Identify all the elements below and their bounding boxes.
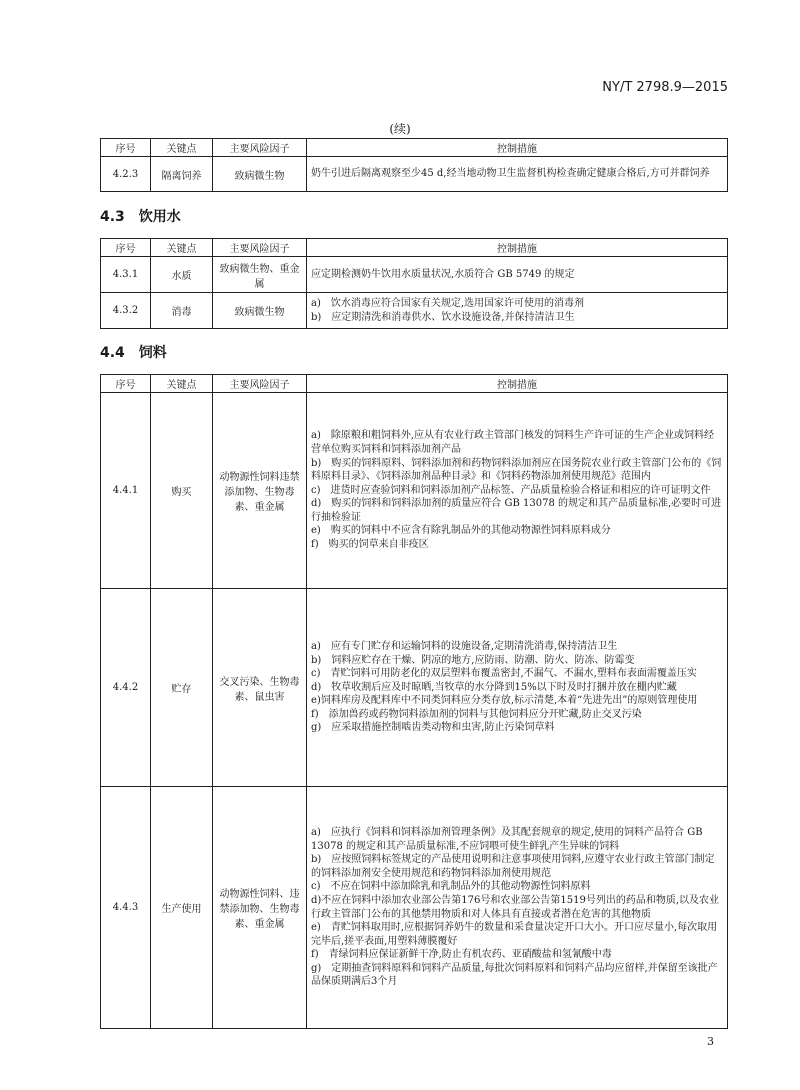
table-row bbox=[101, 257, 728, 293]
col-header-measure: 控制措施 bbox=[307, 139, 728, 157]
row-no: 4.4.2 bbox=[101, 589, 151, 787]
col-header-key: 关键点 bbox=[151, 139, 213, 157]
measure-line: d) 购买的饲料和饲料添加剂的质量应符合 GB 13078 的规定和其产品质量标准,必要时可进行抽检验证 bbox=[311, 498, 722, 523]
row-risk: 致病微生物、重金属 bbox=[213, 257, 307, 293]
col-header-measure: 控制措施 bbox=[307, 375, 728, 393]
measure-line: c) 青贮饲料可用防老化的双层塑料布覆盖密封,不漏气、不漏水,塑料布表面需覆盖压实 bbox=[311, 668, 697, 680]
measure-line: b) 饲料应贮存在干燥、阴凉的地方,应防雨、防潮、防火、防冻、防霉变 bbox=[311, 654, 635, 666]
row-no: 4.4.1 bbox=[101, 393, 151, 589]
row-risk: 交叉污染、生物毒素、鼠虫害 bbox=[213, 589, 307, 787]
col-header-risk: 主要风险因子 bbox=[213, 239, 307, 257]
table-continued bbox=[100, 138, 728, 192]
row-no: 4.2.3 bbox=[101, 157, 151, 192]
measure-line: b) 购买的饲料原料、饲料添加剂和药物饲料添加剂应在国务院农业行政主管部门公布的《饲料原料目录》、《饲料添加剂品种目录》和《饲料药物添加剂使用规范》范围内 bbox=[311, 457, 722, 483]
row-measure bbox=[307, 293, 728, 329]
row-key: 生产使用 bbox=[151, 787, 213, 1029]
measure-line: e) 购买的饲料中不应含有除乳制品外的其他动物源性饲料原料成分 bbox=[311, 525, 611, 537]
measure-line: f) 添加兽药或药物饲料添加剂的饲料与其他饲料应分开贮藏,防止交叉污染 bbox=[311, 708, 642, 720]
table-header-row bbox=[101, 375, 728, 393]
measure-line: g) 定期抽查饲料原料和饲料产品质量,每批次饲料原料和饲料产品均应留样,并保留至该批产品保质期满后3个月 bbox=[311, 962, 718, 988]
row-key: 购买 bbox=[151, 393, 213, 589]
measure-line: d) 牧草收割后应及时晾晒,当牧草的水分降到15%以下时及时打捆并放在棚内贮藏 bbox=[311, 681, 677, 693]
row-measure bbox=[307, 257, 728, 293]
measure-line: c) 不应在饲料中添加除乳和乳制品外的其他动物源性饲料原料 bbox=[311, 881, 591, 893]
table-header-row bbox=[101, 239, 728, 257]
measure-line: f) 购买的饲草来自非疫区 bbox=[311, 539, 429, 551]
row-measure bbox=[307, 787, 728, 1029]
measure-line: b) 应按照饲料标签规定的产品使用说明和注意事项使用饲料,应遵守农业行政主管部门制定的饲料添加剂安全使用规范和药物饲料添加剂使用规范 bbox=[311, 854, 715, 879]
row-measure bbox=[307, 393, 728, 589]
col-header-risk: 主要风险因子 bbox=[213, 139, 307, 157]
col-header-key: 关键点 bbox=[151, 239, 213, 257]
measure-line: d)不应在饲料中添加农业部公告第176号和农业部公告第1519号列出的药品和物质,以及农业行政主管部门公布的其他禁用物质和对人体具有直接或者潜在危害的其他物质 bbox=[311, 894, 720, 920]
col-header-key: 关键点 bbox=[151, 375, 213, 393]
row-no: 4.4.3 bbox=[101, 787, 151, 1029]
section-title-water: 4.3 饮用水 bbox=[100, 209, 181, 225]
row-risk: 动物源性饲料违禁添加物、生物毒素、重金属 bbox=[213, 393, 307, 589]
page-number: 3 bbox=[707, 1035, 714, 1048]
measure-line: a) 饮水消毒应符合国家有关规定,选用国家许可使用的消毒剂 bbox=[311, 297, 585, 309]
continued-label: (续) bbox=[389, 122, 411, 136]
row-key: 水质 bbox=[151, 257, 213, 293]
table-row bbox=[101, 589, 728, 787]
row-risk: 动物源性饲料、违禁添加物、生物毒素、重金属 bbox=[213, 787, 307, 1029]
measure-line: e) 青贮饲料取用时,应根据饲养奶牛的数量和采食量决定开口大小。开口应尽量小,每次取用完毕后,搓平表面,用塑料薄膜覆好 bbox=[311, 922, 718, 947]
col-header-measure: 控制措施 bbox=[307, 239, 728, 257]
row-no: 4.3.2 bbox=[101, 293, 151, 329]
row-risk: 致病微生物 bbox=[213, 293, 307, 329]
table-water bbox=[100, 238, 728, 329]
col-header-no: 序号 bbox=[101, 239, 151, 257]
row-measure: 奶牛引进后隔离观察至少45 d,经当地动物卫生监督机构检查确定健康合格后,方可并群饲养 bbox=[307, 157, 728, 192]
table-row bbox=[101, 157, 728, 192]
row-key: 消毒 bbox=[151, 293, 213, 329]
measure-line: f) 青绿饲料应保证新鲜干净,防止有机农药、亚硝酸盐和氢氰酸中毒 bbox=[311, 949, 612, 961]
measure-line: c) 进货时应查验饲料和饲料添加剂产品标签、产品质量检验合格证和相应的许可证明文件 bbox=[311, 484, 711, 496]
section-title-feed: 4.4 饲料 bbox=[100, 345, 167, 361]
row-key: 隔离饲养 bbox=[151, 157, 213, 192]
standard-number: NY/T 2798.9—2015 bbox=[602, 80, 728, 95]
measure-line: e)饲料库房及配料库中不同类饲料应分类存放,标示清楚,本着“先进先出”的原则管理使用 bbox=[311, 695, 698, 707]
table-header-row bbox=[101, 139, 728, 157]
measure-line: a) 应执行《饲料和饲料添加剂管理条例》及其配套规章的规定,使用的饲料产品符合 GB 13078 的规定和其产品质量标准,不应饲喂可使生鲜乳产生异味的饲料 bbox=[311, 826, 703, 852]
measure-line: b) 应定期清洗和消毒供水、饮水设施设备,并保持清洁卫生 bbox=[311, 311, 575, 323]
row-measure bbox=[307, 589, 728, 787]
measure-line: a) 应有专门贮存和运输饲料的设施设备,定期清洗消毒,保持清洁卫生 bbox=[311, 640, 618, 652]
measure-line: 应定期检测奶牛饮用水质量状况,水质符合 GB 5749 的规定 bbox=[311, 268, 575, 280]
row-no: 4.3.1 bbox=[101, 257, 151, 293]
col-header-no: 序号 bbox=[101, 139, 151, 157]
row-key: 贮存 bbox=[151, 589, 213, 787]
table-feed bbox=[100, 374, 728, 1029]
table-row bbox=[101, 293, 728, 329]
col-header-no: 序号 bbox=[101, 375, 151, 393]
col-header-risk: 主要风险因子 bbox=[213, 375, 307, 393]
measure-line: g) 应采取措施控制啮齿类动物和虫害,防止污染饲草料 bbox=[311, 722, 555, 734]
measure-line: a) 除原粮和粗饲料外,应从有农业行政主管部门核发的饲料生产许可证的生产企业或饲料经营单位购买饲料和饲料添加剂产品 bbox=[311, 430, 715, 455]
table-row bbox=[101, 393, 728, 589]
table-row bbox=[101, 787, 728, 1029]
row-risk: 致病微生物 bbox=[213, 157, 307, 192]
